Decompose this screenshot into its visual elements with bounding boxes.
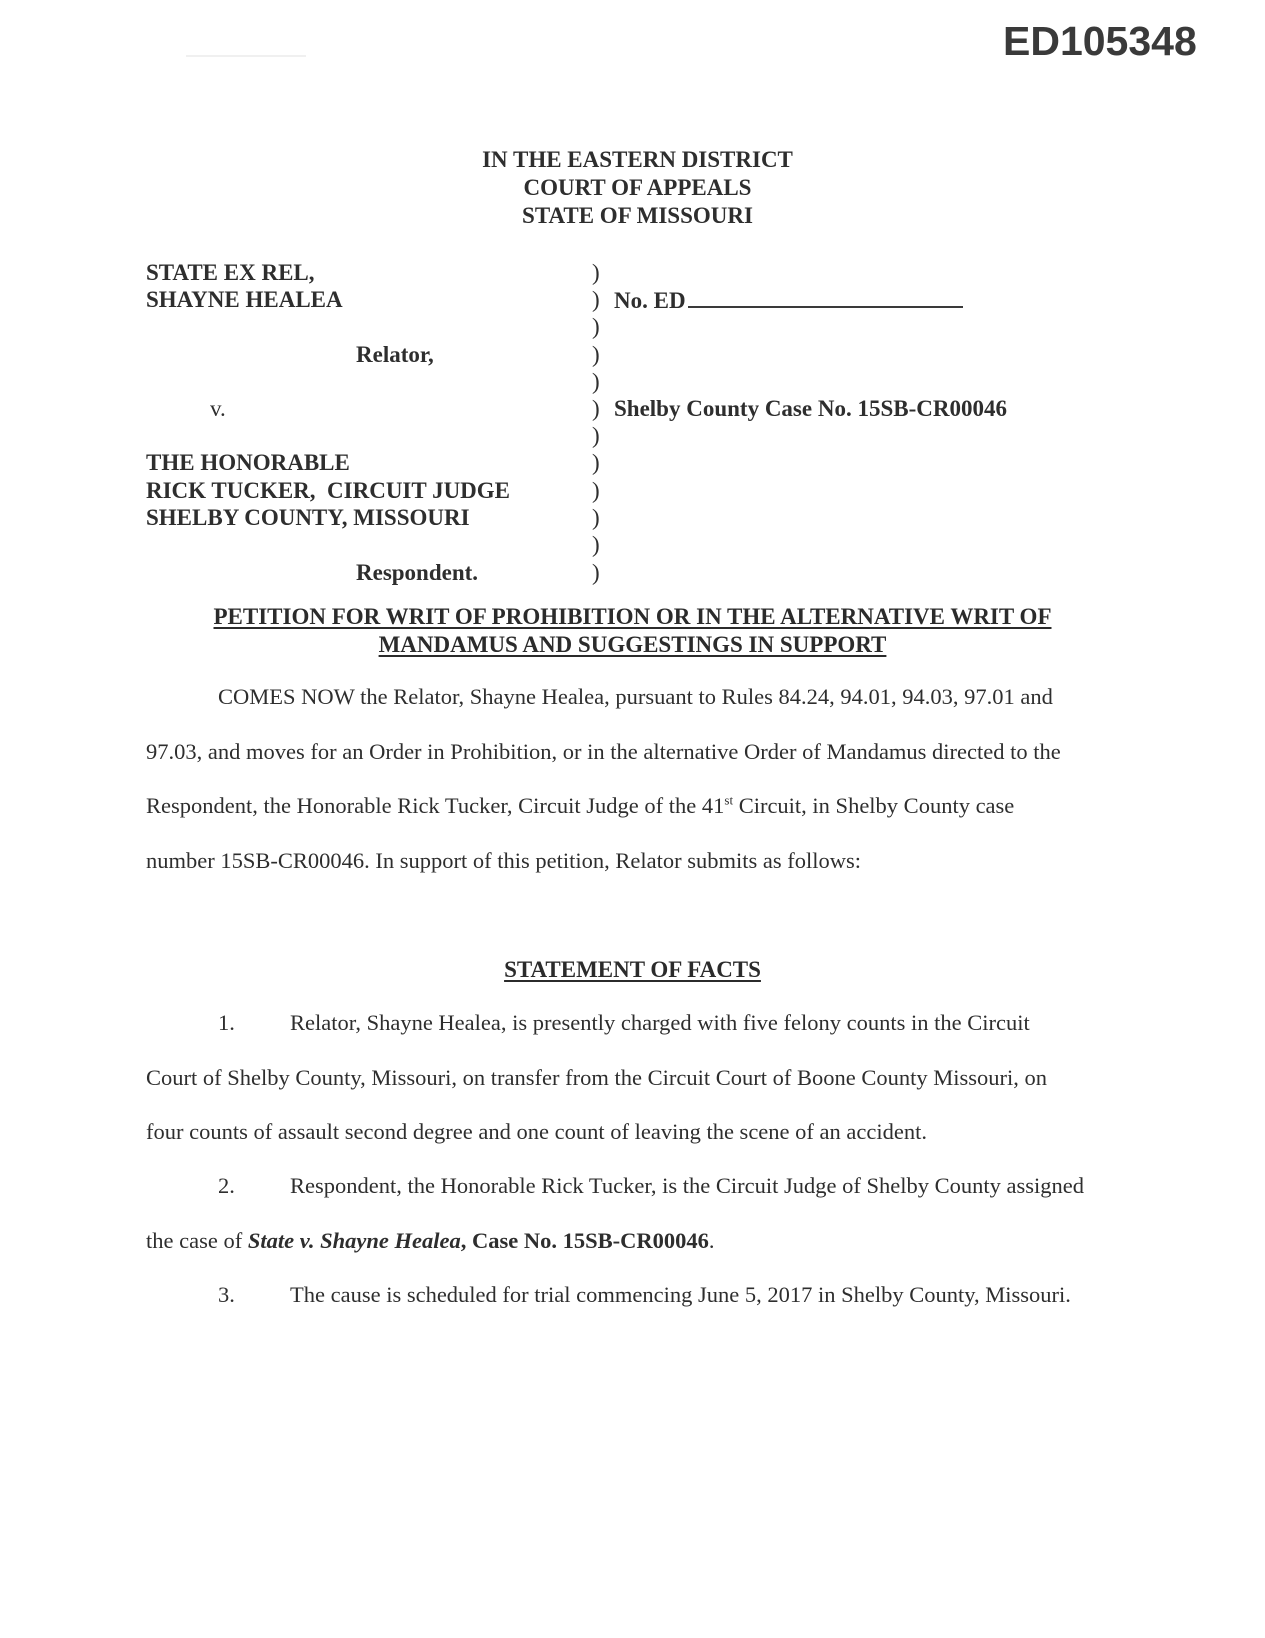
fact-number: 3.: [218, 1282, 235, 1307]
intro-text: Circuit, in Shelby County case number 15SB-CR00046. In support of this petition, Relator submits as follows:: [146, 793, 1015, 873]
respondent-name-line: SHELBY COUNTY, MISSOURI: [146, 505, 470, 530]
relator-name-line: SHAYNE HEALEA: [146, 287, 343, 312]
caption-paren: ): [592, 505, 600, 530]
caption-paren: ): [592, 314, 600, 339]
scan-artifact: [186, 55, 306, 57]
case-number-blank: [688, 286, 963, 308]
case-name: State v. Shayne Healea: [247, 1227, 461, 1253]
respondent-label: Respondent.: [356, 560, 479, 585]
intro-paragraph: [146, 670, 1086, 888]
caption-paren: ): [592, 369, 600, 394]
relator-label: Relator,: [356, 342, 434, 367]
court-header-line: IN THE EASTERN DISTRICT: [482, 147, 793, 172]
intro-text: COMES NOW the Relator, Shayne Healea, pursuant to Rules 84.24, 94.01, 94.03, 97.01 and 97.03, and moves for an Order in Prohibition, or in the alternative Order of Mandamus directed to the Respondent, the Honorable Rick Tucker, Circuit Judge of the 41: [146, 684, 1061, 818]
relator-name-line: STATE EX REL,: [146, 260, 315, 285]
fact-text: Relator, Shayne Healea, is presently charged with five felony counts in the Circuit Court of Shelby County, Missouri, on transfer from the Circuit Court of Boone County Missouri, on four counts of assault second degree and one count of leaving the scene of an accident.: [146, 1010, 1047, 1144]
fact-item-2: [146, 1159, 1086, 1268]
caption-paren: ): [592, 423, 600, 448]
statement-of-facts-heading: STATEMENT OF FACTS: [504, 957, 761, 982]
respondent-name-line: RICK TUCKER, CIRCUIT JUDGE: [146, 478, 511, 503]
fact-text: Respondent, the Honorable Rick Tucker, is the Circuit Judge of Shelby County assigned the case of: [146, 1173, 1085, 1253]
court-header-line: STATE OF MISSOURI: [522, 203, 753, 228]
caption-paren: ): [592, 478, 600, 503]
ordinal-suffix: st: [724, 792, 734, 808]
court-header: [0, 146, 1265, 230]
court-header-line: COURT OF APPEALS: [523, 175, 752, 200]
respondent-name-line: THE HONORABLE: [146, 450, 350, 475]
caption-paren: ): [592, 450, 600, 475]
case-number: , Case No. 15SB-CR00046: [460, 1227, 709, 1253]
case-number-field: [614, 286, 963, 315]
fact-number: 1.: [218, 1010, 235, 1035]
versus: v.: [210, 396, 226, 421]
petition-title: [0, 603, 1265, 659]
caption-paren: ): [592, 560, 600, 585]
county-case-number: Shelby County Case No. 15SB-CR00046: [614, 396, 1007, 421]
caption-paren: ): [592, 532, 600, 557]
fact-item-1: [146, 996, 1086, 1160]
fact-item-3: [146, 1268, 1086, 1323]
case-number-label: No. ED: [614, 288, 686, 313]
fact-text: .: [708, 1227, 715, 1253]
case-number-stamp: ED105348: [1003, 18, 1197, 64]
fact-number: 2.: [218, 1173, 235, 1198]
caption-paren: ): [592, 342, 600, 367]
caption-paren: ): [592, 260, 600, 285]
caption-paren: ): [592, 396, 600, 421]
petition-title-line: MANDAMUS AND SUGGESTINGS IN SUPPORT: [378, 632, 887, 657]
caption-paren: ): [592, 287, 600, 312]
petition-title-line: PETITION FOR WRIT OF PROHIBITION OR IN THE ALTERNATIVE WRIT OF: [213, 604, 1052, 629]
fact-text: The cause is scheduled for trial commencing June 5, 2017 in Shelby County, Missouri.: [290, 1282, 1071, 1307]
